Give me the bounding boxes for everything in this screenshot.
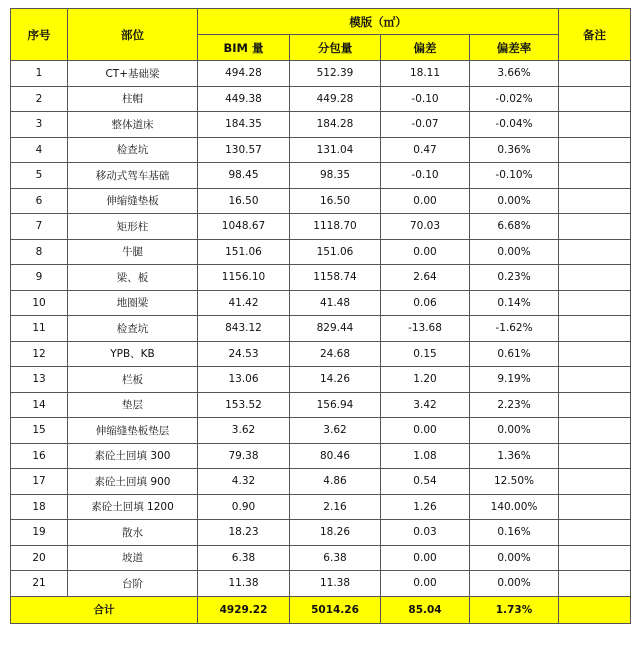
- row-rate: 6.68%: [470, 214, 559, 240]
- header-part: 部位: [68, 9, 198, 61]
- row-sub: 131.04: [290, 137, 381, 163]
- row-part: 移动式驾车基础: [68, 163, 198, 189]
- table-row: [11, 86, 631, 112]
- row-note: [559, 188, 631, 214]
- row-part: 牛腿: [68, 239, 198, 265]
- row-note: [559, 392, 631, 418]
- row-part: 地圈梁: [68, 290, 198, 316]
- table-row: [11, 137, 631, 163]
- row-note: [559, 545, 631, 571]
- total-row: [11, 596, 631, 623]
- row-rate: 140.00%: [470, 494, 559, 520]
- row-index: 8: [11, 239, 68, 265]
- row-sub: 3.62: [290, 418, 381, 444]
- table-row: [11, 316, 631, 342]
- row-part: 伸缩缝垫板垫层: [68, 418, 198, 444]
- total-label: 合计: [11, 596, 198, 623]
- table-row: [11, 112, 631, 138]
- row-bim: 41.42: [198, 290, 290, 316]
- row-bim: 98.45: [198, 163, 290, 189]
- row-rate: -0.10%: [470, 163, 559, 189]
- table-row: [11, 341, 631, 367]
- row-index: 4: [11, 137, 68, 163]
- table-row: [11, 163, 631, 189]
- row-part: 散水: [68, 520, 198, 546]
- row-diff: -0.10: [381, 163, 470, 189]
- header-bim-quantity: BIM 量: [198, 35, 290, 61]
- row-index: 13: [11, 367, 68, 393]
- row-sub: 24.68: [290, 341, 381, 367]
- row-bim: 1156.10: [198, 265, 290, 291]
- total-rate: 1.73%: [470, 596, 559, 623]
- row-part: 柱帽: [68, 86, 198, 112]
- row-index: 17: [11, 469, 68, 495]
- row-note: [559, 239, 631, 265]
- header-deviation-rate: 偏差率: [470, 35, 559, 61]
- row-part: CT+基础梁: [68, 61, 198, 87]
- row-diff: 18.11: [381, 61, 470, 87]
- row-bim: 184.35: [198, 112, 290, 138]
- row-bim: 3.62: [198, 418, 290, 444]
- row-note: [559, 443, 631, 469]
- total-bim: 4929.22: [198, 596, 290, 623]
- row-part: 检查坑: [68, 137, 198, 163]
- row-diff: 3.42: [381, 392, 470, 418]
- row-sub: 41.48: [290, 290, 381, 316]
- row-sub: 11.38: [290, 571, 381, 597]
- row-note: [559, 316, 631, 342]
- row-sub: 184.28: [290, 112, 381, 138]
- row-index: 3: [11, 112, 68, 138]
- header-deviation: 偏差: [381, 35, 470, 61]
- row-sub: 80.46: [290, 443, 381, 469]
- row-note: [559, 520, 631, 546]
- row-index: 20: [11, 545, 68, 571]
- row-bim: 151.06: [198, 239, 290, 265]
- row-diff: 0.15: [381, 341, 470, 367]
- row-part: 素砼土回填 300: [68, 443, 198, 469]
- header-index: 序号: [11, 9, 68, 61]
- row-rate: 0.16%: [470, 520, 559, 546]
- row-rate: 0.00%: [470, 239, 559, 265]
- row-sub: 156.94: [290, 392, 381, 418]
- row-sub: 1118.70: [290, 214, 381, 240]
- table-row: [11, 469, 631, 495]
- row-index: 7: [11, 214, 68, 240]
- row-note: [559, 367, 631, 393]
- row-note: [559, 214, 631, 240]
- row-bim: 6.38: [198, 545, 290, 571]
- row-index: 21: [11, 571, 68, 597]
- row-bim: 11.38: [198, 571, 290, 597]
- row-part: 整体道床: [68, 112, 198, 138]
- row-part: YPB、KB: [68, 341, 198, 367]
- row-diff: 1.20: [381, 367, 470, 393]
- row-sub: 512.39: [290, 61, 381, 87]
- row-part: 素砼土回填 900: [68, 469, 198, 495]
- row-part: 栏板: [68, 367, 198, 393]
- row-rate: 0.00%: [470, 188, 559, 214]
- row-index: 14: [11, 392, 68, 418]
- header-subcontract-quantity: 分包量: [290, 35, 381, 61]
- row-index: 18: [11, 494, 68, 520]
- row-sub: 16.50: [290, 188, 381, 214]
- row-note: [559, 163, 631, 189]
- row-note: [559, 112, 631, 138]
- row-part: 伸缩缝垫板: [68, 188, 198, 214]
- row-index: 6: [11, 188, 68, 214]
- table-row: [11, 265, 631, 291]
- row-sub: 14.26: [290, 367, 381, 393]
- row-diff: 70.03: [381, 214, 470, 240]
- row-sub: 4.86: [290, 469, 381, 495]
- row-bim: 18.23: [198, 520, 290, 546]
- header-note: 备注: [559, 9, 631, 61]
- total-note: [559, 596, 631, 623]
- row-diff: 1.26: [381, 494, 470, 520]
- total-diff: 85.04: [381, 596, 470, 623]
- total-sub: 5014.26: [290, 596, 381, 623]
- row-note: [559, 265, 631, 291]
- row-diff: 0.06: [381, 290, 470, 316]
- row-rate: 3.66%: [470, 61, 559, 87]
- row-index: 11: [11, 316, 68, 342]
- row-note: [559, 341, 631, 367]
- row-rate: 0.14%: [470, 290, 559, 316]
- table-row: [11, 290, 631, 316]
- row-index: 5: [11, 163, 68, 189]
- row-part: 素砼土回填 1200: [68, 494, 198, 520]
- table-row: [11, 392, 631, 418]
- row-diff: 0.54: [381, 469, 470, 495]
- row-diff: 2.64: [381, 265, 470, 291]
- row-rate: 2.23%: [470, 392, 559, 418]
- row-bim: 13.06: [198, 367, 290, 393]
- row-bim: 0.90: [198, 494, 290, 520]
- row-part: 垫层: [68, 392, 198, 418]
- row-diff: 0.00: [381, 239, 470, 265]
- row-part: 坡道: [68, 545, 198, 571]
- row-sub: 98.35: [290, 163, 381, 189]
- row-bim: 4.32: [198, 469, 290, 495]
- row-sub: 2.16: [290, 494, 381, 520]
- row-bim: 494.28: [198, 61, 290, 87]
- row-sub: 449.28: [290, 86, 381, 112]
- row-bim: 79.38: [198, 443, 290, 469]
- table-row: [11, 367, 631, 393]
- formwork-comparison-table: [10, 8, 631, 624]
- row-sub: 6.38: [290, 545, 381, 571]
- row-rate: 0.36%: [470, 137, 559, 163]
- row-diff: 0.03: [381, 520, 470, 546]
- row-bim: 153.52: [198, 392, 290, 418]
- row-diff: 1.08: [381, 443, 470, 469]
- row-bim: 449.38: [198, 86, 290, 112]
- row-diff: -13.68: [381, 316, 470, 342]
- row-rate: 9.19%: [470, 367, 559, 393]
- table-row: [11, 520, 631, 546]
- row-note: [559, 469, 631, 495]
- row-bim: 843.12: [198, 316, 290, 342]
- table-row: [11, 418, 631, 444]
- row-part: 梁、板: [68, 265, 198, 291]
- row-part: 台阶: [68, 571, 198, 597]
- row-index: 19: [11, 520, 68, 546]
- row-bim: 1048.67: [198, 214, 290, 240]
- row-index: 9: [11, 265, 68, 291]
- row-index: 16: [11, 443, 68, 469]
- row-bim: 24.53: [198, 341, 290, 367]
- row-diff: -0.07: [381, 112, 470, 138]
- row-note: [559, 86, 631, 112]
- row-note: [559, 494, 631, 520]
- row-rate: 0.00%: [470, 545, 559, 571]
- row-note: [559, 290, 631, 316]
- table-row: [11, 571, 631, 597]
- row-diff: 0.00: [381, 188, 470, 214]
- row-part: 检查坑: [68, 316, 198, 342]
- row-note: [559, 571, 631, 597]
- table-row: [11, 188, 631, 214]
- table-row: [11, 494, 631, 520]
- table-row: [11, 239, 631, 265]
- row-sub: 1158.74: [290, 265, 381, 291]
- table-row: [11, 61, 631, 87]
- row-rate: 0.00%: [470, 418, 559, 444]
- header-formwork-group: 模版（㎡）: [198, 9, 559, 35]
- table-row: [11, 443, 631, 469]
- row-diff: -0.10: [381, 86, 470, 112]
- row-bim: 130.57: [198, 137, 290, 163]
- row-index: 10: [11, 290, 68, 316]
- row-diff: 0.47: [381, 137, 470, 163]
- row-sub: 829.44: [290, 316, 381, 342]
- row-rate: 12.50%: [470, 469, 559, 495]
- row-index: 15: [11, 418, 68, 444]
- row-rate: -0.04%: [470, 112, 559, 138]
- table-body: [11, 61, 631, 597]
- row-rate: 0.23%: [470, 265, 559, 291]
- row-sub: 18.26: [290, 520, 381, 546]
- row-index: 1: [11, 61, 68, 87]
- row-note: [559, 137, 631, 163]
- row-rate: 1.36%: [470, 443, 559, 469]
- row-part: 矩形柱: [68, 214, 198, 240]
- table-row: [11, 545, 631, 571]
- row-index: 2: [11, 86, 68, 112]
- row-bim: 16.50: [198, 188, 290, 214]
- row-diff: 0.00: [381, 545, 470, 571]
- row-diff: 0.00: [381, 418, 470, 444]
- row-rate: 0.61%: [470, 341, 559, 367]
- row-sub: 151.06: [290, 239, 381, 265]
- row-index: 12: [11, 341, 68, 367]
- row-note: [559, 418, 631, 444]
- row-rate: 0.00%: [470, 571, 559, 597]
- row-rate: -0.02%: [470, 86, 559, 112]
- row-note: [559, 61, 631, 87]
- row-rate: -1.62%: [470, 316, 559, 342]
- table-row: [11, 214, 631, 240]
- row-diff: 0.00: [381, 571, 470, 597]
